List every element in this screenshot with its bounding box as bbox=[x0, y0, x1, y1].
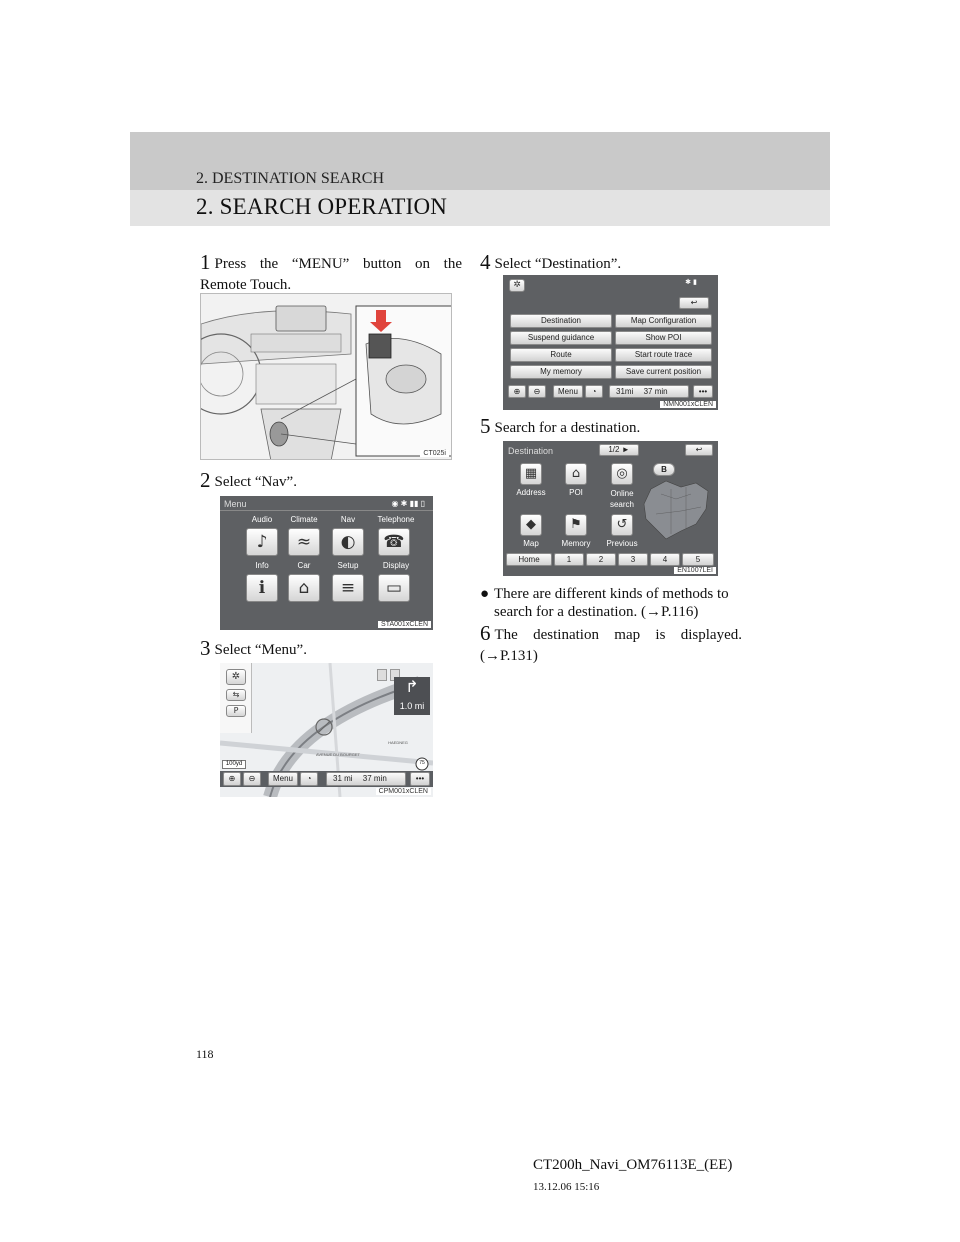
destination-button[interactable]: Destination bbox=[510, 314, 612, 328]
save-current-position-button[interactable]: Save current position bbox=[615, 365, 712, 379]
menu-label-telephone: Telephone bbox=[377, 515, 415, 524]
previous-label: Previous bbox=[606, 539, 638, 548]
remaining-distance: 31 mi bbox=[333, 774, 353, 783]
road-label: AVENUE DU BOURGET bbox=[316, 752, 360, 757]
setup-icon[interactable]: ≡ bbox=[332, 574, 364, 602]
menu-label-car: Car bbox=[297, 561, 311, 570]
step-number: 6 bbox=[480, 621, 491, 645]
step-number: 2 bbox=[200, 468, 211, 492]
back-button[interactable]: ↩ bbox=[679, 297, 709, 309]
zoom-in-button[interactable]: ⊕ bbox=[223, 772, 241, 786]
memory-flag-icon[interactable]: ⚑ bbox=[565, 514, 587, 536]
menu-button[interactable]: Menu bbox=[553, 385, 583, 398]
step-number: 1 bbox=[200, 250, 211, 274]
print-timestamp: 13.12.06 15:16 bbox=[533, 1181, 600, 1193]
remaining-time: 37 min bbox=[362, 774, 387, 783]
step-number: 5 bbox=[480, 414, 491, 438]
previous-icon[interactable]: ↺ bbox=[611, 514, 633, 536]
section-title: 2. DESTINATION SEARCH bbox=[196, 170, 384, 187]
figure-code: CT025i bbox=[420, 450, 449, 457]
figure-code: CPM001xCLEN bbox=[376, 788, 431, 795]
side-label: HAEDNEG bbox=[388, 740, 408, 745]
menu-screen-title: Menu bbox=[224, 499, 247, 509]
step-text: Press the “MENU” button on the Remote Touch. bbox=[200, 256, 462, 293]
document-id: CT200h_Navi_OM76113E_(EE) bbox=[533, 1157, 733, 1173]
car-icon[interactable]: ⌂ bbox=[288, 574, 320, 602]
online-search-label: Online search bbox=[609, 489, 634, 509]
remote-touch-illustration bbox=[200, 293, 452, 460]
route-marker: 75 bbox=[419, 760, 425, 766]
turn-arrow-icon: ↱ bbox=[405, 679, 419, 696]
preset-2-button[interactable]: 2 bbox=[586, 553, 616, 566]
page-number: 118 bbox=[196, 1047, 214, 1061]
back-button[interactable]: ↩ bbox=[685, 444, 713, 456]
address-icon[interactable]: ▦ bbox=[520, 463, 542, 485]
climate-icon[interactable]: ≈ bbox=[288, 528, 320, 556]
divider bbox=[220, 510, 433, 511]
voice-button[interactable]: ◔ bbox=[585, 385, 603, 398]
step-text: The destination map is displayed. (→P.131) bbox=[480, 627, 742, 664]
menu-label-climate: Climate bbox=[290, 515, 318, 524]
map-label: Map bbox=[523, 539, 539, 548]
home-button[interactable]: Home bbox=[506, 553, 552, 566]
dashboard-drawing bbox=[201, 294, 452, 460]
map-scale: 100yd bbox=[222, 760, 246, 769]
figure-code: STA001xCLEN bbox=[378, 621, 431, 628]
compass-icon[interactable]: ✲ bbox=[226, 669, 246, 685]
step-1 bbox=[200, 252, 462, 296]
map-configuration-button[interactable]: Map Configuration bbox=[615, 314, 712, 328]
menu-label-audio: Audio bbox=[251, 515, 273, 524]
step-2 bbox=[200, 470, 462, 493]
remaining-distance: 31mi bbox=[616, 387, 634, 396]
step-text: Search for a destination. bbox=[494, 420, 641, 436]
online-search-icon[interactable]: ◎ bbox=[611, 463, 633, 485]
bullet-text: There are different kinds of methods to search for a destination. (→P.116) bbox=[494, 586, 729, 620]
status-icons: ✱ ▮ bbox=[685, 279, 697, 286]
address-label: Address bbox=[516, 488, 546, 497]
bluetooth-icon bbox=[377, 669, 387, 681]
start-route-trace-button[interactable]: Start route trace bbox=[615, 348, 712, 362]
menu-label-setup: Setup bbox=[337, 561, 359, 570]
destination-screen bbox=[503, 441, 718, 576]
country-selector[interactable]: B bbox=[653, 463, 675, 476]
page-indicator[interactable]: 1/2 ► bbox=[599, 444, 639, 456]
step-number: 3 bbox=[200, 636, 211, 660]
nav-menu-screen bbox=[503, 275, 718, 410]
poi-icon[interactable]: ⌂ bbox=[565, 463, 587, 485]
step-4 bbox=[480, 252, 742, 275]
map-screen bbox=[220, 663, 433, 797]
menu-label-display: Display bbox=[382, 561, 410, 570]
show-poi-button[interactable]: Show POI bbox=[615, 331, 712, 345]
step-number: 4 bbox=[480, 250, 491, 274]
turn-distance: 1.0 mi bbox=[399, 701, 425, 711]
bullet-marker: ● bbox=[480, 586, 490, 602]
step-3 bbox=[200, 638, 462, 661]
route-info-button[interactable] bbox=[609, 385, 689, 398]
menu-button[interactable]: Menu bbox=[268, 772, 298, 786]
voice-button[interactable]: ◔ bbox=[300, 772, 318, 786]
step-text: Select “Nav”. bbox=[214, 474, 297, 490]
my-memory-button[interactable]: My memory bbox=[510, 365, 612, 379]
figure-code: NMN001xCLEN bbox=[660, 401, 716, 408]
preset-5-button[interactable]: 5 bbox=[682, 553, 714, 566]
telephone-icon[interactable]: ☎ bbox=[378, 528, 410, 556]
remaining-time: 37 min bbox=[643, 387, 668, 396]
display-icon[interactable]: ▭ bbox=[378, 574, 410, 602]
poi-icon[interactable]: P bbox=[226, 705, 246, 717]
menu-label-nav: Nav bbox=[340, 515, 356, 524]
step-5 bbox=[480, 416, 742, 439]
compass-icon[interactable]: ✲ bbox=[509, 279, 525, 292]
europe-map-icon bbox=[636, 469, 716, 547]
step-6 bbox=[480, 623, 742, 667]
nav-icon[interactable]: ◐ bbox=[332, 528, 364, 556]
menu-screen bbox=[220, 496, 433, 630]
status-icons: ◉ ✱ ▮▮ ▯ bbox=[391, 499, 425, 508]
poi-label: POI bbox=[569, 488, 583, 497]
figure-code: EN1007LEI bbox=[674, 567, 716, 574]
preset-3-button[interactable]: 3 bbox=[618, 553, 648, 566]
more-button[interactable]: ••• bbox=[410, 772, 430, 786]
step-text: Select “Menu”. bbox=[214, 642, 307, 658]
zoom-out-button[interactable]: ⊖ bbox=[528, 385, 546, 398]
more-button[interactable]: ••• bbox=[693, 385, 713, 398]
traffic-icon[interactable]: ⇆ bbox=[226, 689, 246, 701]
route-button[interactable]: Route bbox=[510, 348, 612, 362]
preset-1-button[interactable]: 1 bbox=[554, 553, 584, 566]
suspend-guidance-button[interactable]: Suspend guidance bbox=[510, 331, 612, 345]
zoom-in-button[interactable]: ⊕ bbox=[508, 385, 526, 398]
map-icon[interactable]: ◆ bbox=[520, 514, 542, 536]
page-title: 2. SEARCH OPERATION bbox=[196, 194, 448, 219]
destination-title: Destination bbox=[508, 446, 554, 456]
info-icon[interactable]: ℹ bbox=[246, 574, 278, 602]
memory-label: Memory bbox=[561, 539, 591, 548]
step-text: Select “Destination”. bbox=[494, 256, 622, 272]
audio-icon[interactable]: ♪ bbox=[246, 528, 278, 556]
route-info-button[interactable] bbox=[326, 772, 406, 786]
preset-4-button[interactable]: 4 bbox=[650, 553, 680, 566]
zoom-out-button[interactable]: ⊖ bbox=[243, 772, 261, 786]
menu-label-info: Info bbox=[255, 561, 269, 570]
